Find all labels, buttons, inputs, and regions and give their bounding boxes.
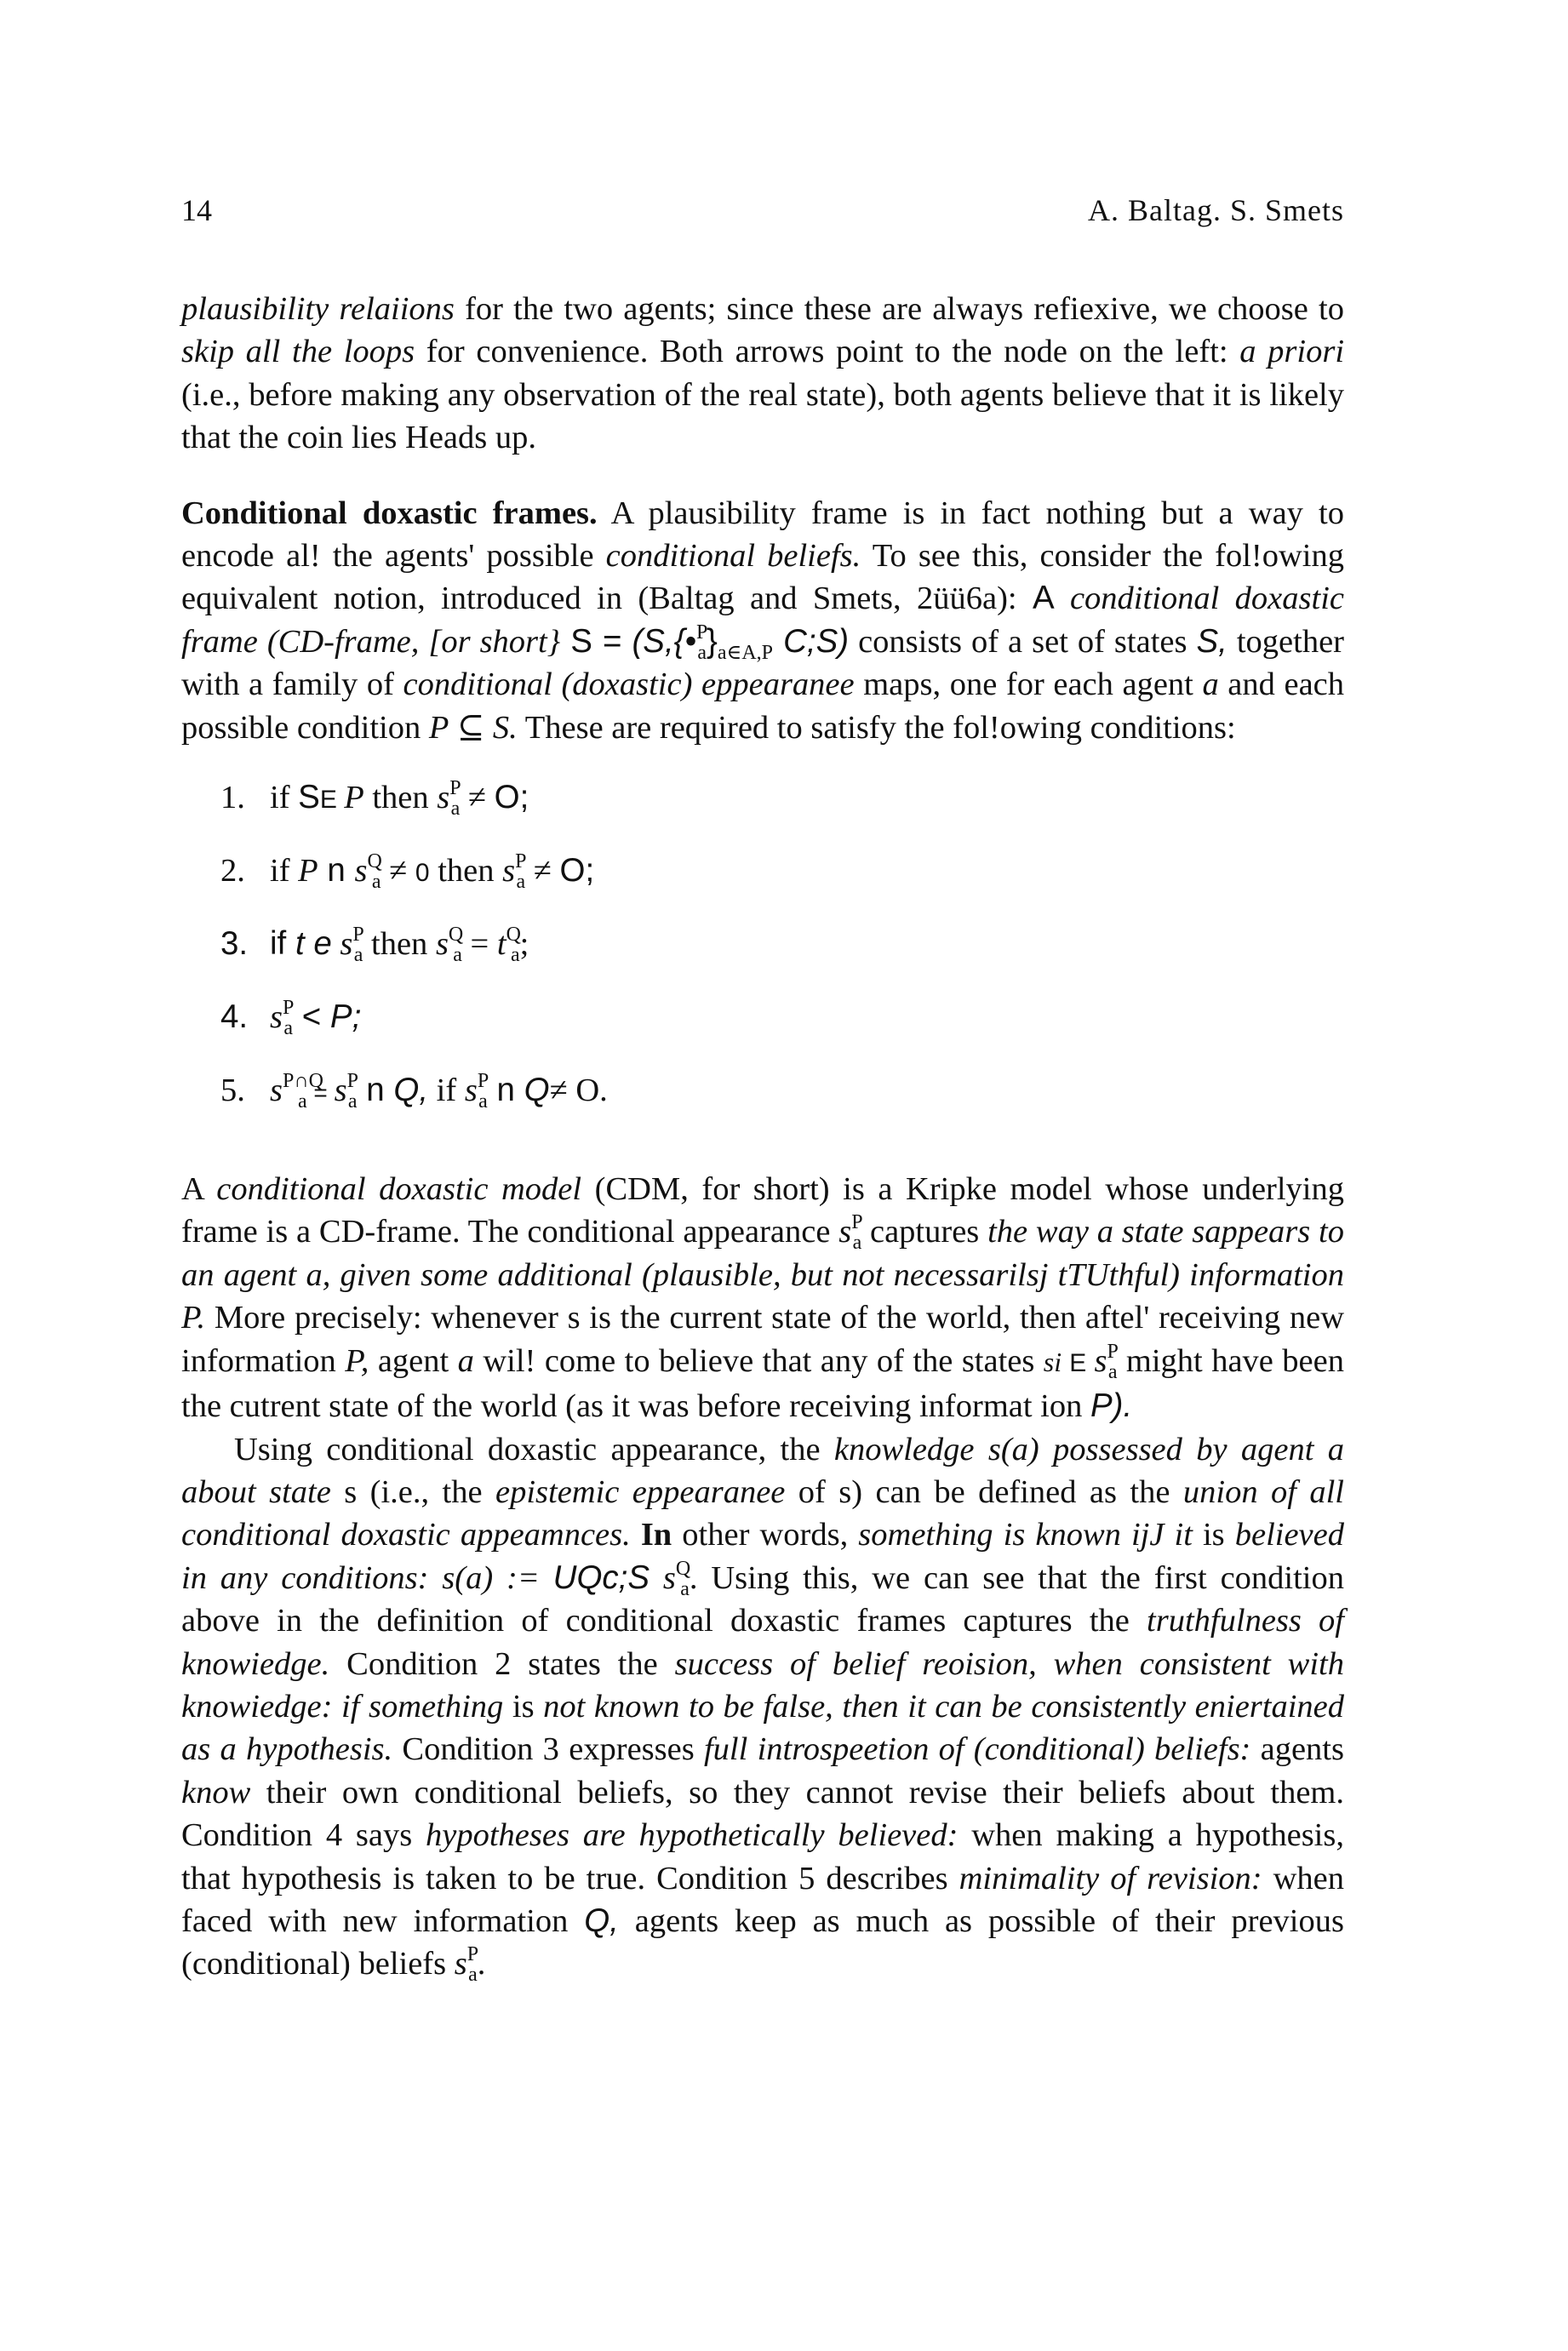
emphasis: knowledge s(a) possessed by agent a about state: [181, 1431, 1344, 1510]
math: P;: [329, 998, 362, 1036]
list-number: 2.: [220, 853, 245, 889]
list-item: [220, 923, 1344, 996]
math: S.: [492, 709, 518, 746]
math: Q: [524, 1072, 550, 1109]
math-sup: P: [352, 924, 364, 947]
text-run: other words,: [672, 1517, 859, 1553]
page-number: 14: [181, 193, 212, 227]
math: P,: [345, 1342, 369, 1379]
text-run: for the two agents; since these are always refiexive, we choose to: [454, 291, 1344, 327]
math-sub: a: [371, 871, 381, 894]
emphasis: success of belief reoision, when consistent with knowiedge: if something: [181, 1645, 1344, 1725]
text-run: if: [270, 780, 299, 816]
text-body: [181, 288, 1344, 1986]
text-run: Using conditional doxastic appearance, the: [234, 1431, 834, 1467]
math: UQc;S: [552, 1559, 650, 1596]
paragraph-intro: [181, 288, 1344, 460]
text-run: then: [363, 926, 436, 963]
math-sub: a: [450, 798, 461, 821]
emphasis: skip all the loops: [181, 334, 415, 370]
math: n: [487, 1072, 524, 1109]
list-number: 4.: [220, 998, 249, 1036]
emphasis: conditional doxastic frame: [181, 581, 1344, 660]
math: E: [1062, 1348, 1095, 1377]
text-run: captures: [861, 1214, 988, 1250]
math-sup: P: [282, 997, 295, 1020]
math-sub: a: [283, 1017, 293, 1040]
math-sup: P∩Q: [282, 1070, 323, 1093]
math: S =: [560, 622, 632, 660]
text-run: together with a family of: [181, 623, 1344, 703]
text-run: of s) can be defined as the: [785, 1473, 1183, 1510]
text-run: wil! come to believe that any of the states: [473, 1342, 1044, 1379]
math: }: [707, 622, 718, 660]
math-sup: P: [477, 1070, 489, 1093]
text-run: More precisely: whenever s is the current state of the world, then aftel' receiving new information: [181, 1300, 1344, 1379]
math: P: [298, 853, 318, 889]
math: =: [461, 926, 497, 963]
math-sup: Q: [675, 1557, 691, 1580]
text-run: Condition 3 expresses: [392, 1731, 704, 1768]
math: =: [306, 1079, 335, 1107]
running-head-authors: A. Baltag. S. Smets: [1087, 193, 1344, 227]
math: S,: [1196, 622, 1228, 660]
math: s: [270, 999, 283, 1036]
math-sub: a: [697, 641, 707, 664]
math: S: [298, 779, 320, 816]
math: s: [437, 780, 450, 816]
math: ≠: [460, 780, 495, 816]
text-run: is: [1192, 1517, 1235, 1553]
running-header: [181, 192, 1344, 230]
math: E: [319, 786, 345, 815]
math-sup: Q: [448, 924, 464, 947]
math: (S,{•: [632, 622, 697, 660]
math: s: [464, 1073, 478, 1109]
emphasis: truthfulness of knowiedge.: [181, 1603, 1344, 1682]
emphasis: minimality of revision:: [959, 1860, 1262, 1896]
math-sub: a: [1107, 1360, 1118, 1383]
conditions-list: [220, 776, 1344, 1142]
math: O;: [559, 852, 595, 889]
list-item: [220, 1069, 1344, 1142]
math-sub: a: [353, 944, 363, 967]
text-run: when making a hypothesis, that hypothesis is taken to be true. Condition 5 describes: [181, 1817, 1344, 1896]
emphasis: conditional doxastic model: [216, 1171, 582, 1208]
math-sup: P: [346, 1070, 358, 1093]
list-item: [220, 849, 1344, 923]
math: s: [270, 1073, 283, 1109]
text-run: for convenience. Both arrows point to the node on the left:: [415, 334, 1240, 370]
text-run: (CDM, for short) is a Kripke model whose underlying frame is a CD-frame. The conditional appearance: [181, 1171, 1345, 1250]
text-run: A: [1032, 580, 1055, 617]
math: ≠: [525, 853, 560, 889]
list-item: [220, 996, 1344, 1069]
math: 0: [415, 859, 430, 888]
math-sub: a: [516, 871, 526, 894]
text-run: A: [181, 1171, 217, 1208]
math: si: [1043, 1346, 1062, 1377]
math-sub: a: [510, 944, 520, 967]
text-run: then: [429, 853, 503, 889]
text-run: is: [503, 1688, 544, 1725]
text-run: Condition 2 states the: [329, 1645, 675, 1682]
list-number: 1.: [220, 780, 245, 816]
math: Q,: [393, 1072, 429, 1109]
math-sub: a: [680, 1577, 690, 1600]
text-run: then: [363, 780, 438, 816]
math: s: [838, 1214, 852, 1250]
text-run: To see this, consider the fol!owing equivalent notion, introduced in (Baltag and Smets, 2üü6a):: [181, 538, 1344, 617]
emphasis: believed in any conditions: s(a) :=: [181, 1517, 1344, 1596]
paragraph-cd-frames: [181, 492, 1344, 749]
math: s: [435, 926, 449, 963]
math: n: [318, 852, 355, 889]
text-run: consists of a set of states: [849, 623, 1197, 660]
math-sup: P: [449, 777, 461, 800]
math-sub: a: [453, 944, 462, 967]
emphasis: know: [181, 1774, 251, 1810]
text-run: agents keep as much as possible of their previous (conditional) beliefs: [181, 1902, 1344, 1982]
emphasis: conditional (doxastic) eppearanee: [403, 666, 855, 703]
math: s: [454, 1946, 467, 1982]
math: Q,: [584, 1902, 619, 1939]
text-run: .: [477, 1946, 486, 1982]
math-sup: P: [515, 850, 527, 873]
math: s: [354, 853, 368, 889]
emphasis: union of all conditional doxastic appeamnces.: [181, 1473, 1344, 1553]
emphasis: a priori: [1239, 334, 1345, 370]
math: ≠ O.: [549, 1073, 608, 1109]
emphasis: not known to be false, then it can be consistently eniertained as a hypothesis.: [181, 1688, 1344, 1768]
list-number: 5.: [220, 1073, 245, 1109]
emphasis: conditional beliefs.: [605, 538, 861, 575]
math: ⊆: [449, 709, 493, 746]
math: <: [293, 998, 330, 1036]
math-sub: a: [852, 1232, 862, 1255]
text-run: (i.e., before making any observation of the real state), both agents believe that it is likely that the coin lies Heads up.: [181, 376, 1344, 456]
paragraph-cdm: [181, 1168, 1344, 1427]
text-run: if: [428, 1073, 465, 1109]
math-sup: P: [696, 621, 708, 644]
math-sub: a: [478, 1090, 488, 1113]
math-sup: Q: [367, 850, 382, 873]
math: s: [502, 853, 516, 889]
math: n: [357, 1072, 394, 1109]
math: s: [334, 1073, 347, 1109]
text-run: and each possible condition: [181, 666, 1344, 746]
text-run: maps, one for each agent: [854, 666, 1203, 703]
text-run: agent: [369, 1342, 458, 1379]
text-run: if: [270, 853, 299, 889]
text-run: s (i.e., the: [330, 1473, 495, 1510]
math-sup: Q: [506, 924, 521, 947]
math: ≠: [381, 853, 415, 889]
math: a: [1202, 666, 1219, 703]
text-run: their own conditional beliefs, so they cannot revise their beliefs about them. Condition 4 says: [181, 1774, 1344, 1854]
text-run: These are required to satisfy the fol!owing conditions:: [517, 709, 1236, 746]
text-run: might have been the cutrent state of the world (as it was before receiving informat ion: [181, 1342, 1344, 1425]
list-number: 3.: [220, 925, 249, 963]
text-run: when faced with new information: [181, 1860, 1344, 1939]
emphasis: the way a state sappears to an agent a, given some additional (plausible, but not necessarilsj tTUthful) information P.: [181, 1214, 1345, 1336]
emphasis: full introspeetion of (conditional) beliefs:: [703, 1731, 1251, 1768]
emphasis: hypotheses are hypothetically believed:: [426, 1817, 959, 1854]
math: t: [496, 926, 506, 963]
emphasis: epistemic eppearanee: [495, 1473, 786, 1510]
emphasis: something is known ijJ it: [858, 1517, 1193, 1553]
math-sub: a: [347, 1090, 358, 1113]
paragraph-knowledge: [181, 1428, 1344, 1986]
text-run: if: [270, 925, 295, 963]
math: O;: [494, 779, 529, 816]
math-sub: a∈A,P: [717, 641, 774, 664]
math: s: [331, 926, 353, 963]
math-sup: P: [1107, 1340, 1119, 1363]
emphasis: (CD-frame, [or short}: [257, 623, 561, 660]
math: s: [650, 1559, 676, 1596]
text-run: A plausibility frame is in fact nothing but a way to encode al! the agents' possible: [181, 495, 1344, 575]
math: P).: [1090, 1387, 1133, 1425]
math: P: [344, 780, 364, 816]
text-run: agents: [1250, 1731, 1344, 1768]
math-sup: P: [466, 1943, 479, 1966]
math-sup: P: [851, 1211, 863, 1234]
math-sub: a: [468, 1964, 478, 1987]
math: C;S): [773, 622, 850, 660]
math: t e: [295, 925, 332, 963]
math-sub: a: [298, 1090, 307, 1113]
math: ;: [519, 926, 529, 963]
section-heading: Conditional doxastic frames.: [181, 495, 598, 531]
math: a: [457, 1342, 474, 1379]
text-run: . Using this, we can see that the first condition above in the definition of conditional doxastic frames captures the: [181, 1559, 1344, 1639]
emphasis: plausibility relaiions: [181, 291, 455, 327]
math: s: [1094, 1342, 1107, 1379]
text-run: In: [630, 1517, 672, 1553]
math: P: [428, 709, 449, 746]
list-item: [220, 776, 1344, 849]
